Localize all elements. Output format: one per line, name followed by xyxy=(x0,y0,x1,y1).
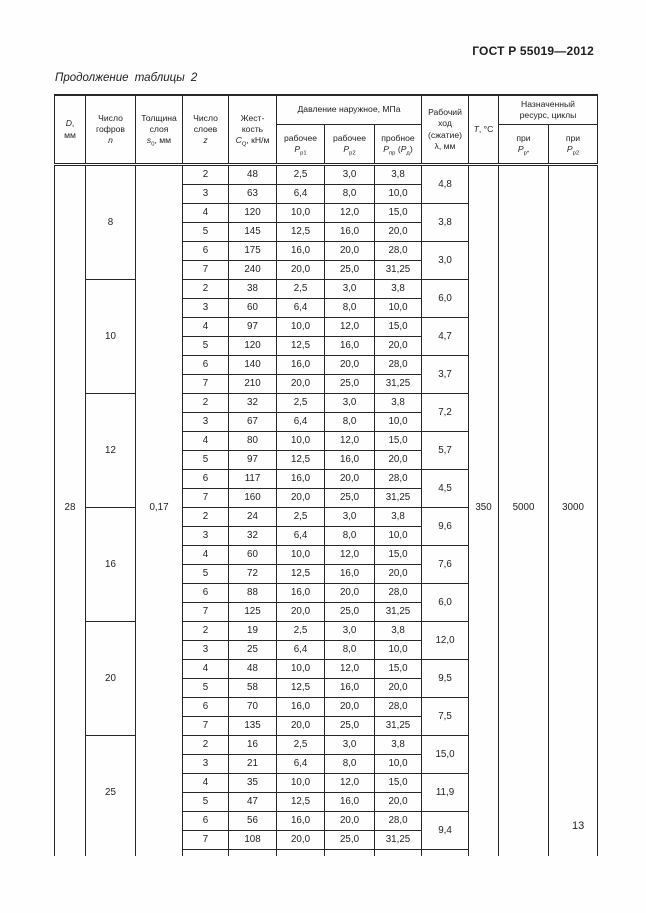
col-header-stroke: Рабочий ход (сжатие) λ, мм xyxy=(422,95,469,165)
cell-layers: 2 xyxy=(183,165,229,185)
cell-layers: 4 xyxy=(183,660,229,679)
cell-pressure-test: 10,0 xyxy=(375,413,422,432)
cell-layers: 7 xyxy=(183,261,229,280)
cell-layers: 5 xyxy=(183,223,229,242)
cell-pressure-p1: 20,0 xyxy=(277,489,325,508)
cell-pressure-test: 3,8 xyxy=(375,622,422,641)
cell-pressure-test: 20,0 xyxy=(375,451,422,470)
cell-layers: 4 xyxy=(183,318,229,337)
cell-pressure-test: 20,0 xyxy=(375,337,422,356)
table-row xyxy=(55,165,598,185)
cell-pressure-test: 31,25 xyxy=(375,261,422,280)
cell-layers: 6 xyxy=(183,356,229,375)
cell-pressure-p1: 20,0 xyxy=(277,261,325,280)
cell-layers: 3 xyxy=(183,527,229,546)
cell-stiffness: 70 xyxy=(229,698,277,717)
cell-stiffness: 120 xyxy=(229,204,277,223)
open-end-segment xyxy=(183,850,229,857)
cell-pressure-p1: 2,5 xyxy=(277,736,325,755)
group-header-resource: Назначенный ресурс, циклы xyxy=(499,95,598,125)
table-body xyxy=(55,165,598,857)
cell-pressure-p1: 6,4 xyxy=(277,755,325,774)
open-end-segment xyxy=(55,850,86,857)
cell-layers: 5 xyxy=(183,679,229,698)
cell-layers: 5 xyxy=(183,451,229,470)
cell-pressure-test: 3,8 xyxy=(375,394,422,413)
cell-corrugations: 20 xyxy=(86,622,136,736)
cell-layers: 3 xyxy=(183,185,229,204)
cell-stroke: 3,8 xyxy=(422,204,469,242)
cell-stroke: 7,6 xyxy=(422,546,469,584)
bellows-parameters-table xyxy=(54,94,598,856)
cell-stroke: 4,5 xyxy=(422,470,469,508)
cell-stiffness: 56 xyxy=(229,812,277,831)
cell-layers: 6 xyxy=(183,812,229,831)
cell-layers: 4 xyxy=(183,546,229,565)
cell-stiffness: 24 xyxy=(229,508,277,527)
cell-stiffness: 63 xyxy=(229,185,277,204)
cell-pressure-p2: 20,0 xyxy=(325,242,375,261)
cell-pressure-p1: 2,5 xyxy=(277,394,325,413)
cell-stiffness: 58 xyxy=(229,679,277,698)
open-end-segment xyxy=(277,850,325,857)
cell-pressure-p2: 16,0 xyxy=(325,565,375,584)
cell-stiffness: 80 xyxy=(229,432,277,451)
cell-layers: 2 xyxy=(183,736,229,755)
cell-pressure-test: 3,8 xyxy=(375,280,422,299)
cell-pressure-test: 20,0 xyxy=(375,565,422,584)
cell-stiffness: 32 xyxy=(229,394,277,413)
cell-pressure-p1: 12,5 xyxy=(277,565,325,584)
cell-pressure-p1: 20,0 xyxy=(277,717,325,736)
cell-corrugations: 12 xyxy=(86,394,136,508)
cell-stroke: 5,7 xyxy=(422,432,469,470)
col-header-resource-p2: при $P_{р2}$ xyxy=(549,125,598,165)
cell-corrugations: 16 xyxy=(86,508,136,622)
cell-stiffness: 60 xyxy=(229,299,277,318)
cell-stroke: 7,5 xyxy=(422,698,469,736)
group-header-pressure: Давление наружное, МПа xyxy=(277,95,422,125)
table-caption: Продолжение таблицы 2 xyxy=(55,72,198,84)
cell-corrugations: 8 xyxy=(86,165,136,280)
cell-pressure-p2: 8,0 xyxy=(325,755,375,774)
col-header-resource-p1: при $P_{р*}$ xyxy=(499,125,549,165)
cell-stiffness: 72 xyxy=(229,565,277,584)
cell-layers: 2 xyxy=(183,622,229,641)
cell-stroke: 9,4 xyxy=(422,812,469,850)
cell-pressure-test: 10,0 xyxy=(375,185,422,204)
cell-stiffness: 117 xyxy=(229,470,277,489)
cell-pressure-p2: 8,0 xyxy=(325,185,375,204)
cell-pressure-p1: 16,0 xyxy=(277,242,325,261)
cell-stroke: 3,0 xyxy=(422,242,469,280)
cell-layers: 7 xyxy=(183,603,229,622)
cell-layers: 7 xyxy=(183,489,229,508)
cell-pressure-p1: 16,0 xyxy=(277,812,325,831)
cell-pressure-p1: 16,0 xyxy=(277,356,325,375)
cell-stiffness: 21 xyxy=(229,755,277,774)
cell-stiffness: 19 xyxy=(229,622,277,641)
cell-pressure-p1: 10,0 xyxy=(277,204,325,223)
cell-pressure-test: 28,0 xyxy=(375,356,422,375)
cell-pressure-test: 28,0 xyxy=(375,470,422,489)
cell-pressure-p2: 25,0 xyxy=(325,603,375,622)
cell-stiffness: 120 xyxy=(229,337,277,356)
col-header-layers: Число слоев z xyxy=(183,95,229,165)
cell-pressure-test: 15,0 xyxy=(375,660,422,679)
cell-layers: 2 xyxy=(183,394,229,413)
cell-stiffness: 97 xyxy=(229,318,277,337)
cell-pressure-p2: 8,0 xyxy=(325,527,375,546)
cell-pressure-test: 20,0 xyxy=(375,223,422,242)
cell-pressure-p2: 3,0 xyxy=(325,622,375,641)
col-header-corrugations: Число гофров n xyxy=(86,95,136,165)
cell-pressure-p1: 6,4 xyxy=(277,413,325,432)
cell-layers: 5 xyxy=(183,793,229,812)
cell-layers: 3 xyxy=(183,299,229,318)
cell-stiffness: 60 xyxy=(229,546,277,565)
cell-diameter: 28 xyxy=(55,165,86,850)
cell-pressure-test: 10,0 xyxy=(375,755,422,774)
cell-pressure-test: 28,0 xyxy=(375,242,422,261)
cell-pressure-test: 31,25 xyxy=(375,831,422,850)
cell-stiffness: 47 xyxy=(229,793,277,812)
cell-stiffness: 32 xyxy=(229,527,277,546)
cell-pressure-p2: 16,0 xyxy=(325,337,375,356)
cell-pressure-p1: 12,5 xyxy=(277,223,325,242)
cell-pressure-p2: 20,0 xyxy=(325,812,375,831)
cell-pressure-p1: 10,0 xyxy=(277,318,325,337)
cell-layer-thickness: 0,17 xyxy=(136,165,183,850)
cell-pressure-p2: 3,0 xyxy=(325,280,375,299)
cell-pressure-test: 15,0 xyxy=(375,432,422,451)
cell-pressure-test: 3,8 xyxy=(375,165,422,185)
cell-pressure-p1: 16,0 xyxy=(277,470,325,489)
cell-pressure-p2: 25,0 xyxy=(325,261,375,280)
header-row-1 xyxy=(55,95,598,125)
col-header-pressure-test: пробное $P_{пр}$ $(P_д)$ xyxy=(375,125,422,165)
cell-stiffness: 135 xyxy=(229,717,277,736)
cell-pressure-test: 15,0 xyxy=(375,318,422,337)
cell-pressure-test: 10,0 xyxy=(375,641,422,660)
cell-stiffness: 38 xyxy=(229,280,277,299)
cell-layers: 6 xyxy=(183,470,229,489)
cell-pressure-test: 31,25 xyxy=(375,603,422,622)
cell-pressure-p1: 2,5 xyxy=(277,165,325,185)
cell-pressure-p1: 10,0 xyxy=(277,432,325,451)
cell-pressure-p2: 12,0 xyxy=(325,546,375,565)
cell-stroke: 4,7 xyxy=(422,318,469,356)
cell-pressure-p1: 10,0 xyxy=(277,660,325,679)
cell-stroke: 6,0 xyxy=(422,584,469,622)
cell-layers: 2 xyxy=(183,508,229,527)
cell-pressure-p1: 6,4 xyxy=(277,641,325,660)
cell-stiffness: 97 xyxy=(229,451,277,470)
cell-pressure-p2: 3,0 xyxy=(325,165,375,185)
cell-pressure-test: 28,0 xyxy=(375,584,422,603)
cell-stiffness: 16 xyxy=(229,736,277,755)
cell-corrugations: 25 xyxy=(86,736,136,850)
cell-stiffness: 145 xyxy=(229,223,277,242)
cell-stiffness: 160 xyxy=(229,489,277,508)
cell-pressure-test: 31,25 xyxy=(375,717,422,736)
col-header-stiffness: Жест- кость $C_Q$, кН/м xyxy=(229,95,277,165)
cell-stroke: 15,0 xyxy=(422,736,469,774)
cell-pressure-p2: 20,0 xyxy=(325,470,375,489)
cell-pressure-p2: 8,0 xyxy=(325,299,375,318)
cell-stroke: 11,9 xyxy=(422,774,469,812)
col-header-layer-thickness: Толщина слоя $s_0$, мм xyxy=(136,95,183,165)
cell-layers: 3 xyxy=(183,413,229,432)
cell-pressure-p2: 12,0 xyxy=(325,774,375,793)
col-header-pressure-p1: рабочее $P_{р1}$ xyxy=(277,125,325,165)
open-end-segment xyxy=(325,850,375,857)
cell-layers: 7 xyxy=(183,831,229,850)
cell-pressure-p1: 6,4 xyxy=(277,185,325,204)
cell-pressure-test: 20,0 xyxy=(375,679,422,698)
cell-pressure-p2: 25,0 xyxy=(325,831,375,850)
cell-stiffness: 48 xyxy=(229,165,277,185)
cell-stiffness: 35 xyxy=(229,774,277,793)
table-header xyxy=(55,95,598,165)
cell-pressure-p1: 6,4 xyxy=(277,527,325,546)
cell-stiffness: 240 xyxy=(229,261,277,280)
cell-layers: 5 xyxy=(183,337,229,356)
cell-layers: 6 xyxy=(183,242,229,261)
cell-pressure-p2: 3,0 xyxy=(325,394,375,413)
cell-stroke: 9,6 xyxy=(422,508,469,546)
cell-pressure-p1: 10,0 xyxy=(277,774,325,793)
cell-layers: 4 xyxy=(183,432,229,451)
open-end-segment xyxy=(136,850,183,857)
cell-pressure-p2: 3,0 xyxy=(325,736,375,755)
cell-pressure-p1: 16,0 xyxy=(277,698,325,717)
cell-resource-p1: 5000 xyxy=(499,165,549,850)
cell-layers: 5 xyxy=(183,565,229,584)
cell-pressure-p2: 12,0 xyxy=(325,204,375,223)
cell-pressure-test: 28,0 xyxy=(375,698,422,717)
cell-pressure-p2: 16,0 xyxy=(325,793,375,812)
cell-pressure-test: 28,0 xyxy=(375,812,422,831)
cell-layers: 6 xyxy=(183,584,229,603)
cell-pressure-test: 31,25 xyxy=(375,375,422,394)
cell-pressure-test: 10,0 xyxy=(375,527,422,546)
cell-pressure-p1: 6,4 xyxy=(277,299,325,318)
cell-stroke: 3,7 xyxy=(422,356,469,394)
cell-stiffness: 210 xyxy=(229,375,277,394)
cell-corrugations: 10 xyxy=(86,280,136,394)
cell-pressure-p1: 16,0 xyxy=(277,584,325,603)
cell-stroke: 6,0 xyxy=(422,280,469,318)
cell-pressure-p2: 3,0 xyxy=(325,508,375,527)
cell-pressure-test: 3,8 xyxy=(375,508,422,527)
cell-stiffness: 108 xyxy=(229,831,277,850)
cell-pressure-test: 15,0 xyxy=(375,774,422,793)
cell-pressure-p1: 2,5 xyxy=(277,280,325,299)
cell-pressure-p2: 16,0 xyxy=(325,223,375,242)
cell-layers: 2 xyxy=(183,280,229,299)
cell-pressure-p1: 20,0 xyxy=(277,603,325,622)
cell-pressure-p1: 10,0 xyxy=(277,546,325,565)
cell-resource-p2: 3000 xyxy=(549,165,598,850)
col-header-diameter: D, мм xyxy=(55,95,86,165)
cell-stiffness: 175 xyxy=(229,242,277,261)
cell-pressure-p2: 16,0 xyxy=(325,679,375,698)
cell-stiffness: 125 xyxy=(229,603,277,622)
cell-pressure-test: 15,0 xyxy=(375,546,422,565)
cell-layers: 3 xyxy=(183,755,229,774)
cell-pressure-test: 15,0 xyxy=(375,204,422,223)
cell-pressure-p1: 20,0 xyxy=(277,375,325,394)
open-end-segment xyxy=(375,850,422,857)
cell-stiffness: 48 xyxy=(229,660,277,679)
cell-pressure-p2: 20,0 xyxy=(325,698,375,717)
col-header-temperature: T, °С xyxy=(469,95,499,165)
cell-layers: 4 xyxy=(183,204,229,223)
cell-temperature: 350 xyxy=(469,165,499,850)
cell-pressure-p2: 25,0 xyxy=(325,489,375,508)
open-end-segment xyxy=(86,850,136,857)
cell-pressure-p1: 2,5 xyxy=(277,508,325,527)
cell-stiffness: 25 xyxy=(229,641,277,660)
cell-pressure-p2: 25,0 xyxy=(325,375,375,394)
cell-pressure-p1: 12,5 xyxy=(277,337,325,356)
open-end-segment xyxy=(229,850,277,857)
cell-pressure-p2: 25,0 xyxy=(325,717,375,736)
cell-pressure-test: 20,0 xyxy=(375,793,422,812)
doc-reference: ГОСТ Р 55019—2012 xyxy=(472,44,594,58)
cell-layers: 7 xyxy=(183,717,229,736)
cell-layers: 3 xyxy=(183,641,229,660)
cell-pressure-p2: 16,0 xyxy=(325,451,375,470)
cell-pressure-p2: 12,0 xyxy=(325,432,375,451)
cell-stiffness: 88 xyxy=(229,584,277,603)
cell-pressure-test: 3,8 xyxy=(375,736,422,755)
cell-pressure-p1: 12,5 xyxy=(277,451,325,470)
page-number: 13 xyxy=(572,820,585,832)
col-header-pressure-p2: рабочее $P_{р2}$ xyxy=(325,125,375,165)
cell-pressure-p2: 12,0 xyxy=(325,318,375,337)
cell-stroke: 7,2 xyxy=(422,394,469,432)
cell-layers: 7 xyxy=(183,375,229,394)
cell-pressure-p2: 20,0 xyxy=(325,584,375,603)
cell-pressure-p1: 2,5 xyxy=(277,622,325,641)
cell-pressure-p2: 12,0 xyxy=(325,660,375,679)
cell-stroke: 9,5 xyxy=(422,660,469,698)
cell-stiffness: 140 xyxy=(229,356,277,375)
cell-pressure-p1: 12,5 xyxy=(277,679,325,698)
open-end-segment xyxy=(469,850,499,857)
cell-pressure-p2: 8,0 xyxy=(325,641,375,660)
open-end-segment xyxy=(549,850,598,857)
cell-layers: 4 xyxy=(183,774,229,793)
cell-pressure-test: 31,25 xyxy=(375,489,422,508)
cell-pressure-p2: 20,0 xyxy=(325,356,375,375)
cell-pressure-p2: 8,0 xyxy=(325,413,375,432)
cell-pressure-p1: 20,0 xyxy=(277,831,325,850)
cell-stroke: 12,0 xyxy=(422,622,469,660)
cell-pressure-p1: 12,5 xyxy=(277,793,325,812)
open-end-segment xyxy=(499,850,549,857)
cell-stiffness: 67 xyxy=(229,413,277,432)
cell-layers: 6 xyxy=(183,698,229,717)
open-end-segment xyxy=(422,850,469,857)
cell-pressure-test: 10,0 xyxy=(375,299,422,318)
table-open-end xyxy=(55,850,598,857)
cell-stroke: 4,8 xyxy=(422,165,469,204)
